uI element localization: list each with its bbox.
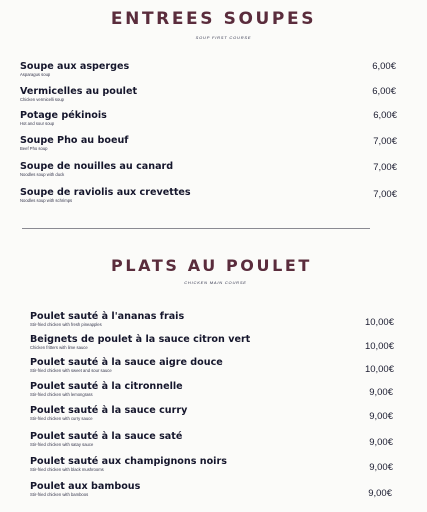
section-subtitle-soupes: SOUP FIRST COURSE xyxy=(195,35,252,40)
section-subtitle-poulet: CHICKEN MAIN COURSE xyxy=(184,280,247,285)
item-description: Asparagus soup xyxy=(20,72,51,77)
item-name: Poulet sauté à la sauce saté xyxy=(30,431,183,442)
item-description: Stir-fried chicken with black mushrooms xyxy=(30,467,104,472)
item-name: Poulet sauté à la sauce curry xyxy=(30,405,188,416)
divider xyxy=(22,228,370,229)
item-price: 6,00€ xyxy=(373,110,397,121)
list-item xyxy=(30,357,223,373)
list-item xyxy=(30,381,183,397)
item-price: 10,00€ xyxy=(364,341,394,352)
item-description: Stir-fried chicken with sweet and sour sauce xyxy=(30,368,112,373)
item-name: Vermicelles au poulet xyxy=(20,86,138,97)
item-description: Chicken fritters with lime sauce xyxy=(30,345,88,350)
item-description: Noodles soup with duck xyxy=(20,172,65,177)
item-description: Noodles soup with schrimps xyxy=(20,198,73,203)
item-name: Poulet sauté à l'ananas frais xyxy=(30,311,185,322)
item-price: 9,00€ xyxy=(369,437,393,448)
item-description: Stir-fried chicken with bamboos xyxy=(30,492,89,497)
item-price: 6,00€ xyxy=(372,86,396,97)
list-item xyxy=(30,481,140,497)
item-name: Potage pékinois xyxy=(20,110,107,121)
item-description: Hot and sour soup xyxy=(20,121,55,126)
item-price: 7,00€ xyxy=(373,162,397,173)
section-title-poulet: PLATS AU POULET xyxy=(111,256,312,275)
item-name: Poulet aux bambous xyxy=(30,481,141,492)
item-description: Stir-fried chicken with fresh pineapples xyxy=(30,322,102,327)
section-title-soupes: ENTREES SOUPES xyxy=(110,9,317,29)
list-item xyxy=(20,61,129,77)
item-name: Soupe aux asperges xyxy=(20,61,130,72)
item-price: 7,00€ xyxy=(373,189,397,200)
item-description: Chicken vermicelli soup xyxy=(20,97,64,102)
list-item xyxy=(30,405,187,421)
list-item xyxy=(20,187,191,203)
item-price: 7,00€ xyxy=(373,136,397,147)
item-name: Soupe de raviolis aux crevettes xyxy=(20,187,191,198)
list-item xyxy=(20,161,173,177)
item-price: 10,00€ xyxy=(364,317,394,328)
item-name: Soupe Pho au boeuf xyxy=(20,135,129,146)
list-item xyxy=(30,456,227,472)
item-price: 10,00€ xyxy=(364,364,394,375)
item-name: Poulet sauté à la citronnelle xyxy=(30,381,183,392)
item-description: Stir-fried chicken with lemongrass xyxy=(30,392,93,397)
item-price: 9,00€ xyxy=(369,411,393,422)
item-price: 6,00€ xyxy=(372,61,396,72)
item-name: Poulet sauté à la sauce aigre douce xyxy=(30,357,223,368)
item-price: 9,00€ xyxy=(368,488,392,499)
item-name: Soupe de nouilles au canard xyxy=(20,161,174,172)
list-item xyxy=(30,334,250,350)
list-item xyxy=(20,135,128,151)
item-description: Stir-fried chicken with curry sauce xyxy=(30,416,93,421)
list-item xyxy=(20,86,137,102)
item-name: Beignets de poulet à la sauce citron vert xyxy=(30,334,251,345)
item-price: 9,00€ xyxy=(369,462,393,473)
list-item xyxy=(20,110,107,126)
item-name: Poulet sauté aux champignons noirs xyxy=(30,456,227,467)
list-item xyxy=(30,431,182,447)
item-description: Beef Pho soup xyxy=(20,146,48,151)
item-price: 9,00€ xyxy=(369,387,393,398)
list-item xyxy=(30,311,184,327)
item-description: Stir-fried chicken with satay sauce xyxy=(30,442,94,447)
